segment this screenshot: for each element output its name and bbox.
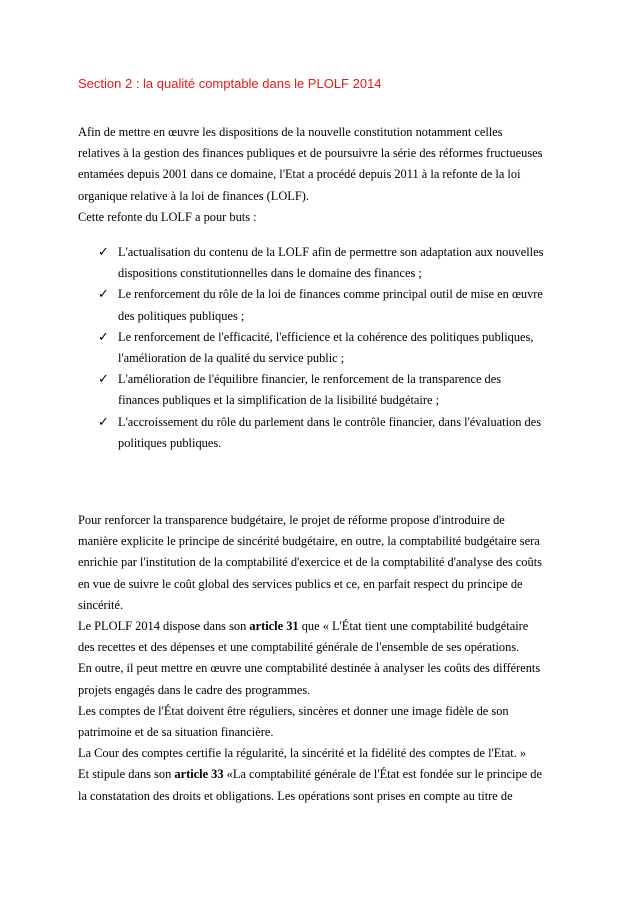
article-31-line [78,616,566,637]
paragraph-line: Les comptes de l'État doivent être réguliers, sincères et donner une image fidèle de son [78,703,509,718]
goal-item [98,284,564,326]
paragraph-line: En outre, il peut mettre en œuvre une comptabilité destinée à analyser les coûts des différents [78,661,541,676]
checkmark-icon: ✓ [98,245,109,260]
article-33-lead: Et stipule dans son [78,767,175,782]
goal-line: L'actualisation du contenu de la LOLF afin de permettre son adaptation aux nouvelles [118,245,544,259]
paragraph-line: la constatation des droits et obligations. Les opérations sont prises en compte au titre de [78,788,513,803]
goal-line: L'accroissement du rôle du parlement dans le contrôle financier, dans l'évaluation des [118,414,542,429]
article-31-ref: article 31 [249,619,299,634]
intro-line: organique relative à la loi de finances (LOLF). [78,188,309,203]
transparency-paragraph [78,510,566,807]
paragraph-line: des recettes et des dépenses et une comptabilité générale de l'ensemble de ses opérations. [78,640,520,655]
paragraph-line: patrimoine et de sa situation financière. [78,725,274,740]
goal-line: L'amélioration de l'équilibre financier, le renforcement de la transparence des [118,372,502,387]
article-33-line [78,764,566,785]
section-heading: Section 2 : la qualité comptable dans le PLOLF 2014 [78,76,382,91]
checkmark-icon: ✓ [98,329,109,345]
article-33-tail: «La comptabilité générale de l'État est fondée sur le principe de [223,767,542,782]
paragraph-line: La Cour des comptes certifie la régularité, la sincérité et la fidélité des comptes de l'Etat. » [78,746,527,761]
paragraph-line: projets engagés dans le cadre des programmes. [78,682,311,697]
paragraph-line: Pour renforcer la transparence budgétaire, le projet de réforme propose d'introduire de [78,513,505,527]
goal-item [98,369,564,411]
goal-line: Le renforcement de l'efficacité, l'efficience et la cohérence des politiques publiques, [118,329,534,344]
checkmark-icon: ✓ [98,414,109,430]
goal-item [98,327,564,369]
goal-line: l'amélioration de la qualité du service public ; [118,351,345,366]
intro-paragraph [78,122,566,228]
goals-checklist [98,242,564,454]
article-31-lead: Le PLOLF 2014 dispose dans son [78,619,250,634]
paragraph-line: manière explicite le principe de sincérité budgétaire, en outre, la comptabilité budgétaire sera [78,534,540,549]
goal-item [98,242,564,284]
intro-line: entamées depuis 2001 dans ce domaine, l'Etat a procédé depuis 2011 à la refonte de la loi [78,167,521,182]
article-33-ref: article 33 [174,767,224,782]
goal-line: Le renforcement du rôle de la loi de finances comme principal outil de mise en œuvre [118,287,543,302]
goal-item [98,412,564,454]
intro-line: Cette refonte du LOLF a pour buts : [78,209,257,224]
checkmark-icon: ✓ [98,372,109,388]
paragraph-line: sincérité. [78,597,124,612]
intro-line: Afin de mettre en œuvre les dispositions de la nouvelle constitution notamment celles [78,125,503,139]
paragraph-line: en vue de suivre le coût global des services publics et ce, en parfait respect du principe de [78,576,523,591]
checkmark-icon: ✓ [98,287,109,303]
goal-line: des politiques publiques ; [118,308,245,323]
goal-line: dispositions constitutionnelles dans le domaine des finances ; [118,266,422,281]
paragraph-line: enrichie par l'institution de la comptabilité d'exercice et de la comptabilité d'analyse des coûts [78,555,542,570]
intro-line: relatives à la gestion des finances publiques et de poursuivre la série des réformes fructueuses [78,146,543,161]
goal-line: politiques publiques. [118,435,222,450]
article-31-tail: que « L'État tient une comptabilité budgétaire [298,619,529,634]
goal-line: finances publiques et la simplification de la lisibilité budgétaire ; [118,393,440,408]
